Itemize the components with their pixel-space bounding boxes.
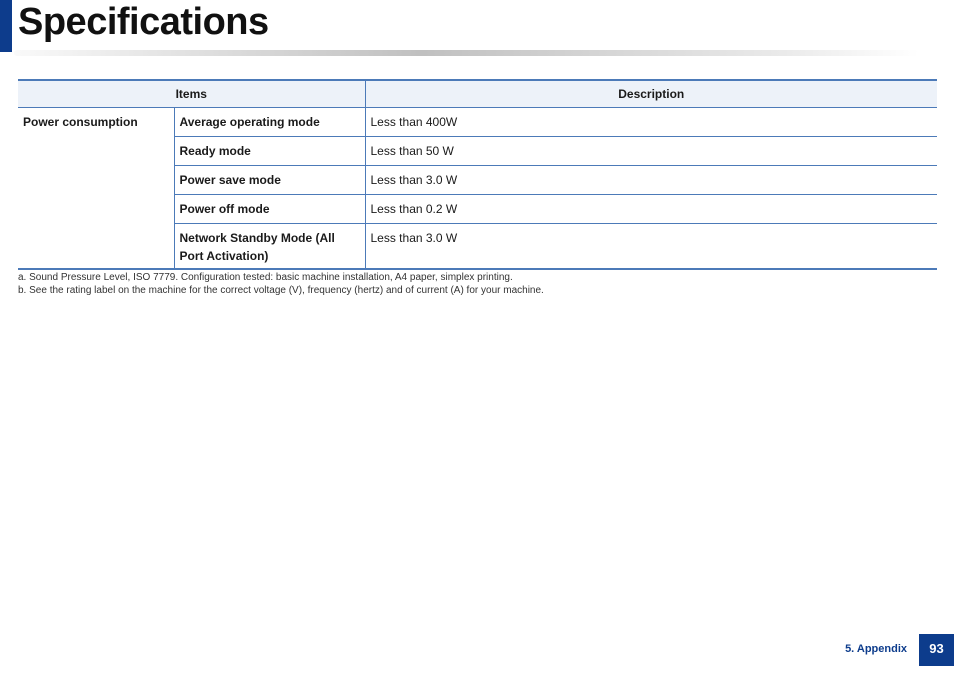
item-cell: Power off mode <box>174 195 365 224</box>
item-cell: Ready mode <box>174 137 365 166</box>
description-cell: Less than 3.0 W <box>365 224 937 270</box>
title-divider <box>14 50 919 56</box>
footnote-b: b. See the rating label on the machine for the correct voltage (V), frequency (hertz) and of current (A) for your machine. <box>18 285 544 296</box>
description-cell: Less than 400W <box>365 108 937 137</box>
page-number-badge: 93 <box>919 634 954 666</box>
title-accent-bar <box>0 0 12 52</box>
footnote-a: a. Sound Pressure Level, ISO 7779. Configuration tested: basic machine installation, A4 paper, simplex printing. <box>18 272 513 283</box>
table-header-row <box>18 80 937 108</box>
description-cell: Less than 3.0 W <box>365 166 937 195</box>
table-row <box>18 108 937 137</box>
item-cell: Power save mode <box>174 166 365 195</box>
footnotes <box>18 271 544 297</box>
header-description: Description <box>365 80 937 108</box>
item-cell: Average operating mode <box>174 108 365 137</box>
page-title: Specifications <box>18 1 269 43</box>
group-label-power-consumption: Power consumption <box>18 108 174 270</box>
specifications-table <box>18 79 937 270</box>
header-items: Items <box>18 80 365 108</box>
description-cell: Less than 0.2 W <box>365 195 937 224</box>
item-cell: Network Standby Mode (All Port Activation) <box>174 224 365 270</box>
description-cell: Less than 50 W <box>365 137 937 166</box>
footer-section-label: 5. Appendix <box>845 643 907 655</box>
